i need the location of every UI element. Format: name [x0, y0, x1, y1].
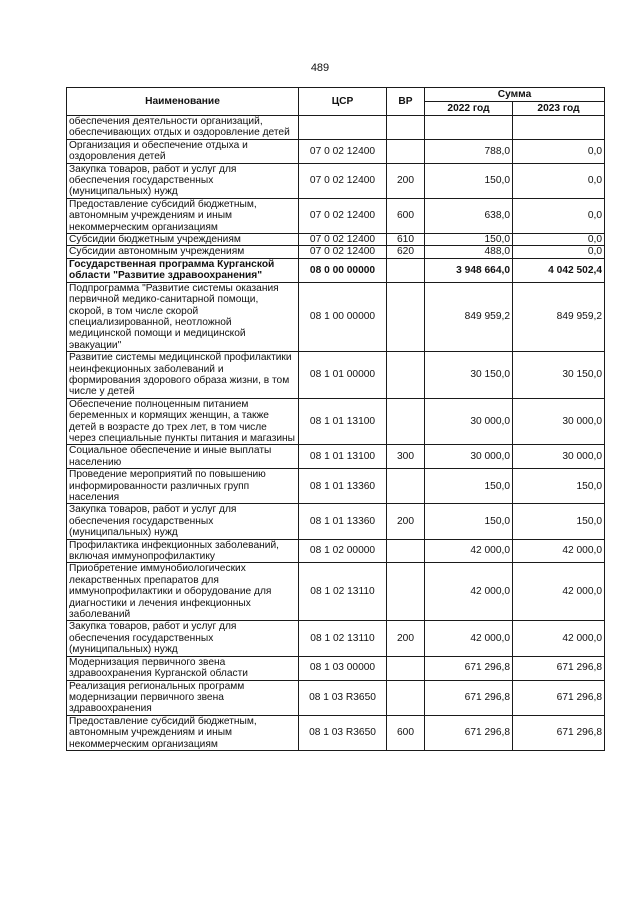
row-name-cell: Закупка товаров, работ и услуг для обеспечения государственных (муниципальных) нужд — [67, 504, 299, 539]
header-sum: Сумма — [425, 88, 605, 102]
row-sum-2022-cell: 638,0 — [425, 198, 513, 233]
header-name: Наименование — [67, 88, 299, 116]
row-name-cell: Закупка товаров, работ и услуг для обеспечения государственных (муниципальных) нужд — [67, 163, 299, 198]
row-csr-cell: 07 0 02 12400 — [299, 198, 387, 233]
row-vr-cell: 200 — [387, 163, 425, 198]
table-row — [67, 715, 605, 750]
row-sum-2022-cell: 150,0 — [425, 469, 513, 504]
row-sum-2022-cell: 42 000,0 — [425, 563, 513, 621]
row-vr-cell: 300 — [387, 445, 425, 469]
row-csr-cell: 07 0 02 12400 — [299, 234, 387, 246]
row-sum-2023-cell: 30 150,0 — [513, 352, 605, 399]
row-sum-2023-cell: 42 000,0 — [513, 621, 605, 656]
row-sum-2023-cell: 0,0 — [513, 163, 605, 198]
row-vr-cell — [387, 539, 425, 563]
row-name-cell: Организация и обеспечение отдыха и оздоровления детей — [67, 139, 299, 163]
row-vr-cell — [387, 469, 425, 504]
row-vr-cell — [387, 139, 425, 163]
row-sum-2022-cell: 671 296,8 — [425, 656, 513, 680]
row-name-cell: Реализация региональных программ модернизации первичного звена здравоохранения — [67, 680, 299, 715]
page-number: 489 — [310, 62, 330, 74]
row-csr-cell: 08 1 01 00000 — [299, 352, 387, 399]
row-csr-cell: 07 0 02 12400 — [299, 246, 387, 258]
row-name-cell: Субсидии бюджетным учреждениям — [67, 234, 299, 246]
row-sum-2022-cell: 30 000,0 — [425, 445, 513, 469]
row-sum-2022-cell: 150,0 — [425, 504, 513, 539]
row-name-cell: Социальное обеспечение и иные выплаты населению — [67, 445, 299, 469]
row-vr-cell: 600 — [387, 715, 425, 750]
table-row — [67, 398, 605, 445]
row-vr-cell: 200 — [387, 504, 425, 539]
row-vr-cell — [387, 352, 425, 399]
table-row — [67, 246, 605, 258]
row-vr-cell — [387, 282, 425, 351]
row-sum-2022-cell: 488,0 — [425, 246, 513, 258]
row-name-cell: обеспечения деятельности организаций, обеспечивающих отдых и оздоровление детей — [67, 116, 299, 140]
row-sum-2023-cell: 42 000,0 — [513, 563, 605, 621]
row-sum-2023-cell: 0,0 — [513, 139, 605, 163]
row-sum-2023-cell: 671 296,8 — [513, 715, 605, 750]
row-csr-cell: 08 1 02 13110 — [299, 621, 387, 656]
header-year-2022: 2022 год — [425, 102, 513, 116]
table-row — [67, 116, 605, 140]
table-row — [67, 539, 605, 563]
row-name-cell: Предоставление субсидий бюджетным, автономным учреждениям и иным некоммерческим организациям — [67, 198, 299, 233]
row-name-cell: Подпрограмма "Развитие системы оказания первичной медико-санитарной помощи, скорой, в том числе скорой специализированной, неотложной медицинской помощи и медицинской эвакуации" — [67, 282, 299, 351]
row-name-cell: Обеспечение полноценным питанием беременных и кормящих женщин, а также детей в возрасте до трех лет, в том числе через специальные пункты питания и магазины — [67, 398, 299, 445]
header-year-2023: 2023 год — [513, 102, 605, 116]
header-csr: ЦСР — [299, 88, 387, 116]
row-name-cell: Развитие системы медицинской профилактики неинфекционных заболеваний и формирования здорового образа жизни, в том числе у детей — [67, 352, 299, 399]
row-sum-2023-cell: 30 000,0 — [513, 398, 605, 445]
row-sum-2023-cell: 0,0 — [513, 246, 605, 258]
row-csr-cell: 08 1 01 13100 — [299, 398, 387, 445]
row-vr-cell — [387, 680, 425, 715]
row-vr-cell — [387, 656, 425, 680]
table-row — [67, 139, 605, 163]
header-vr: ВР — [387, 88, 425, 116]
row-vr-cell: 600 — [387, 198, 425, 233]
row-sum-2022-cell: 150,0 — [425, 234, 513, 246]
row-csr-cell: 08 1 01 13360 — [299, 469, 387, 504]
row-csr-cell: 08 1 02 00000 — [299, 539, 387, 563]
row-name-cell: Предоставление субсидий бюджетным, автономным учреждениям и иным некоммерческим организациям — [67, 715, 299, 750]
row-sum-2023-cell: 30 000,0 — [513, 445, 605, 469]
table-row — [67, 198, 605, 233]
table-row — [67, 258, 605, 282]
row-sum-2022-cell — [425, 116, 513, 140]
table-body — [67, 116, 605, 751]
row-csr-cell: 08 1 01 13100 — [299, 445, 387, 469]
row-vr-cell: 610 — [387, 234, 425, 246]
row-csr-cell: 07 0 02 12400 — [299, 163, 387, 198]
table-row — [67, 234, 605, 246]
row-csr-cell — [299, 116, 387, 140]
row-sum-2022-cell: 150,0 — [425, 163, 513, 198]
row-name-cell: Профилактика инфекционных заболеваний, включая иммунопрофилактику — [67, 539, 299, 563]
row-sum-2022-cell: 671 296,8 — [425, 680, 513, 715]
row-vr-cell — [387, 398, 425, 445]
row-sum-2022-cell: 3 948 664,0 — [425, 258, 513, 282]
row-sum-2023-cell: 671 296,8 — [513, 656, 605, 680]
row-sum-2023-cell: 849 959,2 — [513, 282, 605, 351]
row-sum-2023-cell: 0,0 — [513, 234, 605, 246]
row-csr-cell: 07 0 02 12400 — [299, 139, 387, 163]
row-name-cell: Закупка товаров, работ и услуг для обеспечения государственных (муниципальных) нужд — [67, 621, 299, 656]
row-sum-2023-cell: 4 042 502,4 — [513, 258, 605, 282]
budget-table — [66, 87, 605, 751]
row-sum-2023-cell: 671 296,8 — [513, 680, 605, 715]
row-sum-2023-cell: 150,0 — [513, 504, 605, 539]
row-sum-2023-cell: 150,0 — [513, 469, 605, 504]
row-sum-2022-cell: 42 000,0 — [425, 621, 513, 656]
table-row — [67, 445, 605, 469]
row-name-cell: Государственная программа Курганской области "Развитие здравоохранения" — [67, 258, 299, 282]
row-vr-cell: 200 — [387, 621, 425, 656]
row-sum-2022-cell: 42 000,0 — [425, 539, 513, 563]
row-csr-cell: 08 1 03 R3650 — [299, 715, 387, 750]
table-row — [67, 504, 605, 539]
row-name-cell: Модернизация первичного звена здравоохранения Курганской области — [67, 656, 299, 680]
table-row — [67, 352, 605, 399]
row-sum-2022-cell: 30 150,0 — [425, 352, 513, 399]
row-csr-cell: 08 1 01 13360 — [299, 504, 387, 539]
row-sum-2022-cell: 849 959,2 — [425, 282, 513, 351]
row-sum-2023-cell: 0,0 — [513, 198, 605, 233]
row-vr-cell — [387, 563, 425, 621]
row-vr-cell — [387, 258, 425, 282]
table-row — [67, 656, 605, 680]
table-row — [67, 680, 605, 715]
row-sum-2023-cell: 42 000,0 — [513, 539, 605, 563]
row-sum-2022-cell: 788,0 — [425, 139, 513, 163]
table-row — [67, 563, 605, 621]
row-vr-cell — [387, 116, 425, 140]
table-row — [67, 282, 605, 351]
row-csr-cell: 08 0 00 00000 — [299, 258, 387, 282]
row-name-cell: Субсидии автономным учреждениям — [67, 246, 299, 258]
row-csr-cell: 08 1 03 00000 — [299, 656, 387, 680]
table-row — [67, 621, 605, 656]
row-sum-2022-cell: 30 000,0 — [425, 398, 513, 445]
table-row — [67, 163, 605, 198]
row-name-cell: Проведение мероприятий по повышению информированности различных групп населения — [67, 469, 299, 504]
row-vr-cell: 620 — [387, 246, 425, 258]
table-row — [67, 469, 605, 504]
row-csr-cell: 08 1 02 13110 — [299, 563, 387, 621]
row-sum-2022-cell: 671 296,8 — [425, 715, 513, 750]
row-csr-cell: 08 1 03 R3650 — [299, 680, 387, 715]
row-csr-cell: 08 1 00 00000 — [299, 282, 387, 351]
row-name-cell: Приобретение иммунобиологических лекарственных препаратов для иммунопрофилактики и оборудование для диагностики и лечения инфекционных заболеваний — [67, 563, 299, 621]
row-sum-2023-cell — [513, 116, 605, 140]
